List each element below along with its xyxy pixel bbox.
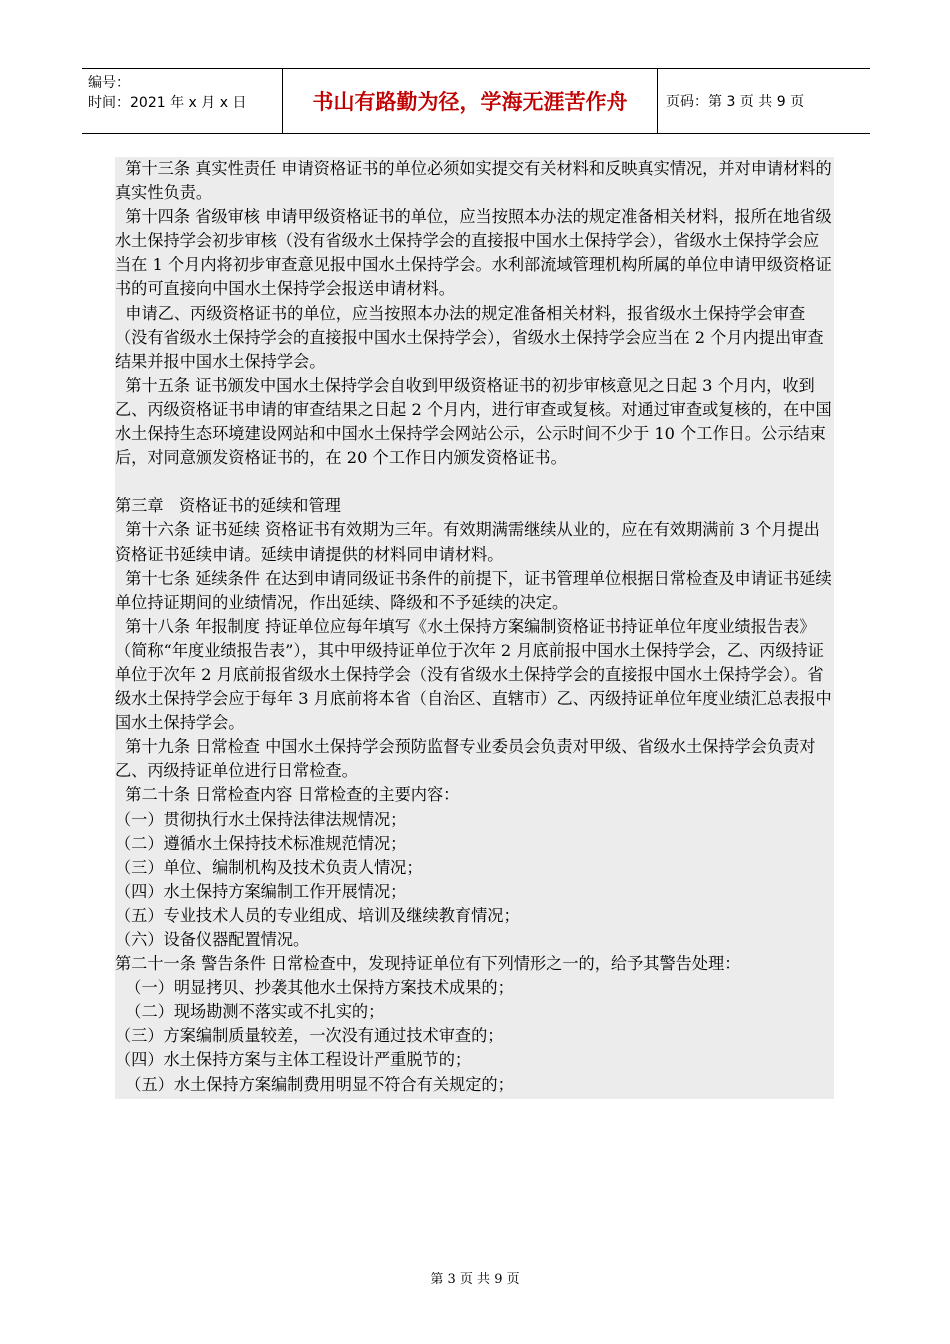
number-label: 编号： [88, 75, 130, 91]
article-20-item: （二）遵循水土保持技术标准规范情况； [115, 833, 407, 853]
article-21-item: （四）水土保持方案与主体工程设计严重脱节的； [115, 1050, 472, 1070]
article-20-item: （三）单位、编制机构及技术负责人情况； [115, 857, 423, 877]
article-16: 第十六条 证书延续 资格证书有效期为三年。有效期满需继续从业的，应在有效期满前 3 个月提出资格证书延续申请。延续申请提供的材料同申请材料。 [115, 520, 820, 564]
article-20: 第二十条 日常检查内容 日常检查的主要内容： [115, 785, 460, 805]
article-21-item: （一）明显拷贝、抄袭其他水土保持方案技术成果的； [115, 978, 514, 998]
page-header [82, 68, 870, 134]
chapter-3-heading: 第三章 资格证书的延续和管理 [115, 496, 341, 516]
article-20-item: （一）贯彻执行水土保持法律法规情况； [115, 809, 407, 829]
document-body [115, 157, 834, 1099]
article-21-item: （五）水土保持方案编制费用明显不符合有关规定的； [115, 1074, 514, 1094]
article-20-item: （六）设备仪器配置情况。 [115, 930, 310, 949]
article-19: 第十九条 日常检查 中国水土保持学会预防监督专业委员会负责对甲级、省级水土保持学会负责对乙、丙级持证单位进行日常检查。 [115, 737, 816, 781]
page-label: 页码：第 3 页 共 9 页 [666, 94, 805, 110]
article-21-item: （二）现场勘测不落实或不扎实的； [115, 1002, 385, 1022]
article-21-item: （三）方案编制质量较差，一次没有通过技术审查的； [115, 1026, 504, 1046]
article-14: 第十四条 省级审核 申请甲级资格证书的单位，应当按照本办法的规定准备相关材料，报所在地省级水土保持学会初步审核（没有省级水土保持学会的直接报中国水土保持学会），省级水土保持学会应当在 1 个月内将初步审查意见报中国水土保持学会。水利部流域管理机构所属的单位申请甲级资格证书的可直接向中国水土保持学会报送申请材料。 [115, 207, 832, 299]
article-15: 第十五条 证书颁发中国水土保持学会自收到甲级资格证书的初步审核意见之日起 3 个月内，收到乙、丙级资格证书申请的审查结果之日起 2 个月内，进行审查或复核。对通过审查或复核的，在中国水土保持生态环境建设网站和中国水土保持学会网站公示，公示时间不少于 10 个工作日。公示结束后，对同意颁发资格证书的，在 20 个工作日内颁发资格证书。 [115, 375, 832, 468]
motto: 书山有路勤为径，学海无涯苦作舟 [312, 90, 628, 114]
page-footer: 第 3 页 共 9 页 [430, 1272, 520, 1287]
header-page-cell [658, 69, 870, 133]
header-meta [82, 69, 282, 133]
header-motto-cell [282, 69, 658, 133]
article-20-item: （五）专业技术人员的专业组成、培训及继续教育情况； [115, 905, 520, 925]
article-18: 第十八条 年报制度 持证单位应每年填写《水土保持方案编制资格证书持证单位年度业绩报告表》（简称“年度业绩报告表”），其中甲级持证单位于次年 2 月底前报中国水土保持学会，乙、丙级持证单位于次年 2 月底前报省级水土保持学会（没有省级水土保持学会的直接报中国水土保持学会）。省级水土保持学会应于每年 3 月底前将本省（自治区、直辖市）乙、丙级持证单位年度业绩汇总表报中国水土保持学会。 [115, 616, 832, 733]
article-17: 第十七条 延续条件 在达到申请同级证书条件的前提下，证书管理单位根据日常检查及申请证书延续单位持证期间的业绩情况，作出延续、降级和不予延续的决定。 [115, 568, 832, 612]
article-21: 第二十一条 警告条件 日常检查中，发现持证单位有下列情形之一的，给予其警告处理： [115, 954, 741, 974]
article-14-para-2: 申请乙、丙级资格证书的单位，应当按照本办法的规定准备相关材料，报省级水土保持学会审查（没有省级水土保持学会的直接报中国水土保持学会），省级水土保持学会应当在 2 个月内提出审查结果并报中国水土保持学会。 [115, 303, 824, 371]
date-label: 时间：2021 年 x 月 x 日 [88, 95, 247, 111]
blank-line [115, 470, 834, 494]
article-13: 第十三条 真实性责任 申请资格证书的单位必须如实提交有关材料和反映真实情况，并对申请材料的真实性负责。 [115, 159, 832, 203]
article-20-item: （四）水土保持方案编制工作开展情况； [115, 881, 407, 901]
